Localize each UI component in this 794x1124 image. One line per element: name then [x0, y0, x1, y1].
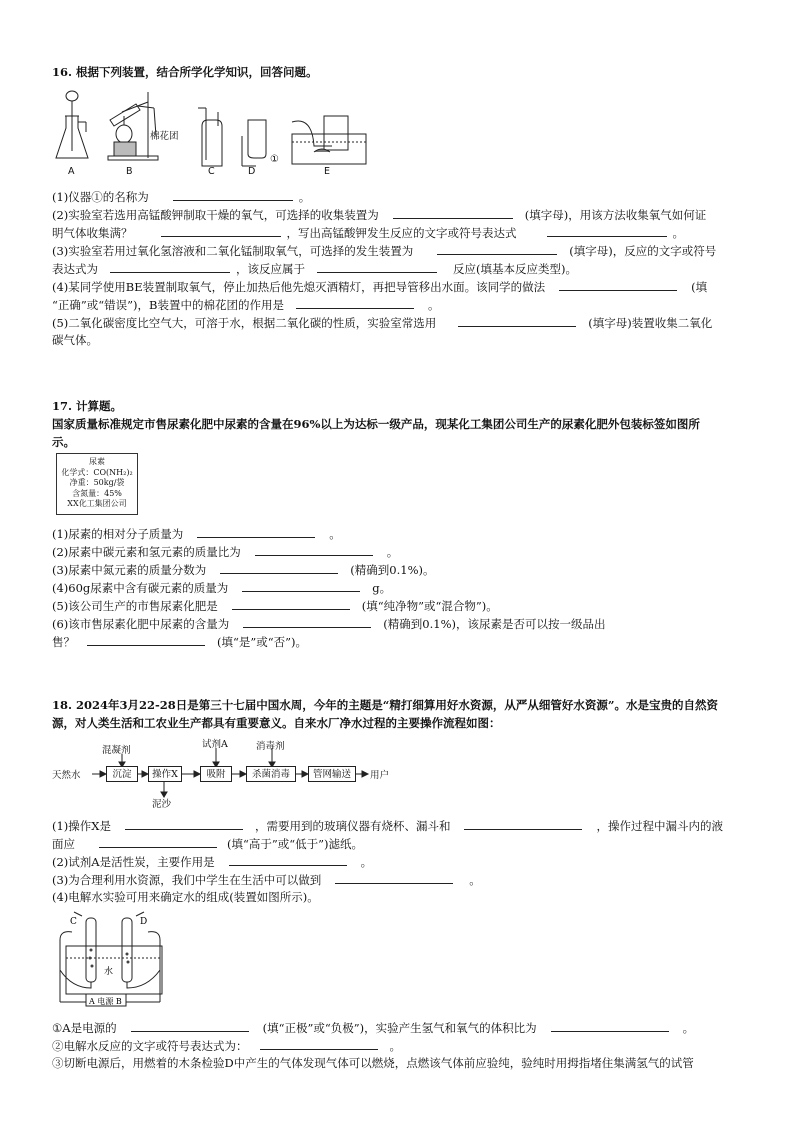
lab-apparatus-figure: [52, 86, 372, 176]
answer-blank[interactable]: [242, 580, 360, 592]
flow-source: 天然水: [52, 770, 81, 781]
answer-blank[interactable]: [317, 261, 437, 273]
q16-line-8: (5)二氧化碳密度比空气大，可溶于水，根据二氧化碳的性质，实验室常选用 (填字母)装置收集二氧化: [52, 316, 713, 330]
answer-blank[interactable]: [255, 544, 373, 556]
answer-blank[interactable]: [547, 225, 667, 237]
answer-blank[interactable]: [173, 189, 293, 201]
water-label: 水: [104, 967, 114, 977]
answer-blank[interactable]: [458, 315, 576, 327]
answer-blank[interactable]: [161, 225, 281, 237]
q16-line-4: (3)实验室若用过氧化氢溶液和二氧化锰制取氧气，可选择的发生装置为 (填字母)，反应的文字或符号: [52, 244, 717, 258]
apparatus-e: [292, 116, 366, 164]
flow-step-pipeline: 管网输送: [308, 766, 356, 782]
label-name: 尿素: [89, 457, 105, 466]
flow-step-sedimentation: 沉淀: [106, 766, 138, 782]
q17-intro-2: 示。: [52, 435, 75, 449]
q18-line-1: (1)操作X是 ，需要用到的玻璃仪器有烧杯、漏斗和 ，操作过程中漏斗内的液: [52, 819, 723, 833]
q16-line-1: (1)仪器①的名称为 。: [52, 190, 311, 204]
answer-blank[interactable]: [393, 207, 513, 219]
apparatus-a: [56, 91, 88, 158]
urea-package-label: [56, 453, 138, 515]
label-company: XX化工集团公司: [67, 499, 127, 508]
q18-line-4: (3)为合理利用水资源，我们中学生在生活中可以做到 。: [52, 873, 481, 887]
q17-line-7: 售？ (填“是”或“否”)。: [52, 635, 307, 649]
q17-line-4: (4)60g尿素中含有碳元素的质量为 g。: [52, 581, 392, 595]
answer-blank[interactable]: [125, 818, 243, 830]
flow-step-adsorption: 吸附: [200, 766, 232, 782]
flow-end: 用户: [370, 770, 390, 781]
q18-line-3: (2)试剂A是活性炭，主要作用是 。: [52, 855, 373, 869]
label-nitrogen: 含氮量：45%: [72, 488, 122, 498]
fig-label-b: B: [126, 166, 133, 177]
q17-line-3: (3)尿素中氮元素的质量分数为 (精确到0.1%)。: [52, 563, 435, 577]
q18-title-2: 源，对人类生活和工农业生产都具有重要意义。自来水厂净水过程的主要操作流程如图：: [52, 716, 501, 730]
flow-additive-coagulant: 混凝剂: [102, 745, 131, 756]
answer-blank[interactable]: [437, 243, 557, 255]
label-net-weight: 净重：50kg/袋: [69, 478, 125, 487]
flow-step-disinfection: 杀菌消毒: [246, 766, 296, 782]
flow-additive-disinfectant: 消毒剂: [256, 741, 285, 752]
answer-blank[interactable]: [99, 836, 217, 848]
cotton-label: 棉花团: [150, 131, 179, 142]
tube-c-label: C: [70, 917, 77, 927]
answer-blank[interactable]: [551, 1020, 669, 1032]
answer-blank[interactable]: [296, 297, 414, 309]
marker-label: ①: [270, 154, 279, 165]
answer-blank[interactable]: [87, 634, 205, 646]
flow-additive-reagent-a: 试剂A: [202, 739, 228, 750]
q16-title: 16. 根据下列装置，结合所学化学知识，回答问题。: [52, 65, 318, 79]
q16-line-9: 碳气体。: [52, 333, 98, 347]
q18-line-6: ①A是电源的 (填“正极”或“负极”)，实验产生氢气和氧气的体积比为 。: [52, 1021, 695, 1035]
q17-line-6: (6)该市售尿素化肥中尿素的含量为 (精确到0.1%)，该尿素是否可以按一级品出: [52, 617, 606, 631]
q18-line-2: 面应 (填“高于”或“低于”)滤纸。: [52, 837, 363, 851]
q16-line-5: 表达式为 ，该反应属于 反应(填基本反应类型)。: [52, 262, 577, 276]
label-formula: 化学式：CO(NH₂)₂: [61, 467, 133, 477]
flow-output-sediment: 泥沙: [152, 799, 172, 810]
fig-label-c: C: [208, 166, 215, 177]
electrolysis-apparatus: [52, 910, 172, 1010]
fig-label-e: E: [324, 166, 331, 177]
answer-blank[interactable]: [559, 279, 677, 291]
apparatus-d: [242, 120, 266, 166]
q17-line-1: (1)尿素的相对分子质量为 。: [52, 527, 341, 541]
answer-blank[interactable]: [220, 562, 338, 574]
flow-step-operation-x: 操作X: [148, 766, 182, 782]
apparatus-b: [108, 92, 158, 160]
power-label: A 电源 B: [89, 997, 122, 1006]
answer-blank[interactable]: [335, 872, 453, 884]
q16-line-6: (4)某同学使用BE装置制取氧气，停止加热后他先熄灭酒精灯，再把导管移出水面。该同学的做法 (填: [52, 280, 708, 294]
q16-line-3: 明气体收集满？ ，写出高锰酸钾发生反应的文字或符号表达式 。: [52, 226, 684, 240]
answer-blank[interactable]: [131, 1020, 249, 1032]
q18-line-8: ③切断电源后，用燃着的木条检验D中产生的气体发现气体可以燃烧，点燃该气体前应验纯，验纯时用拇指堵住集满氢气的试管: [52, 1056, 694, 1070]
answer-blank[interactable]: [260, 1038, 378, 1050]
q17-line-2: (2)尿素中碳元素和氢元素的质量比为 。: [52, 545, 399, 559]
answer-blank[interactable]: [229, 854, 347, 866]
answer-blank[interactable]: [464, 818, 582, 830]
q17-intro-1: 国家质量标准规定市售尿素化肥中尿素的含量在96%以上为达标一级产品，现某化工集团公司生产的尿素化肥外包装标签如图所: [52, 417, 700, 431]
q17-title: 17. 计算题。: [52, 399, 123, 413]
q16-line-7: “正确”或“错误”)，B装置中的棉花团的作用是 。: [52, 298, 440, 312]
apparatus-c: [198, 108, 222, 166]
answer-blank[interactable]: [197, 526, 315, 538]
answer-blank[interactable]: [232, 598, 350, 610]
q18-line-5: (4)电解水实验可用来确定水的组成(装置如图所示)。: [52, 890, 319, 904]
q18-line-7: ②电解水反应的文字或符号表达式为： 。: [52, 1039, 401, 1053]
fig-label-a: A: [68, 166, 75, 177]
answer-blank[interactable]: [243, 616, 371, 628]
q16-line-2: (2)实验室若选用高锰酸钾制取干燥的氧气，可选择的收集装置为 (填字母)，用该方法收集氧气如何证: [52, 208, 707, 222]
tube-d-label: D: [140, 917, 148, 927]
q17-line-5: (5)该公司生产的市售尿素化肥是 (填“纯净物”或“混合物”)。: [52, 599, 498, 613]
q18-title-1: 18. 2024年3月22-28日是第三十七届中国水周，今年的主题是“精打细算用好水资源，从严从细管好水资源”。水是宝贵的自然资: [52, 698, 719, 712]
fig-label-d: D: [248, 166, 256, 177]
answer-blank[interactable]: [110, 261, 230, 273]
